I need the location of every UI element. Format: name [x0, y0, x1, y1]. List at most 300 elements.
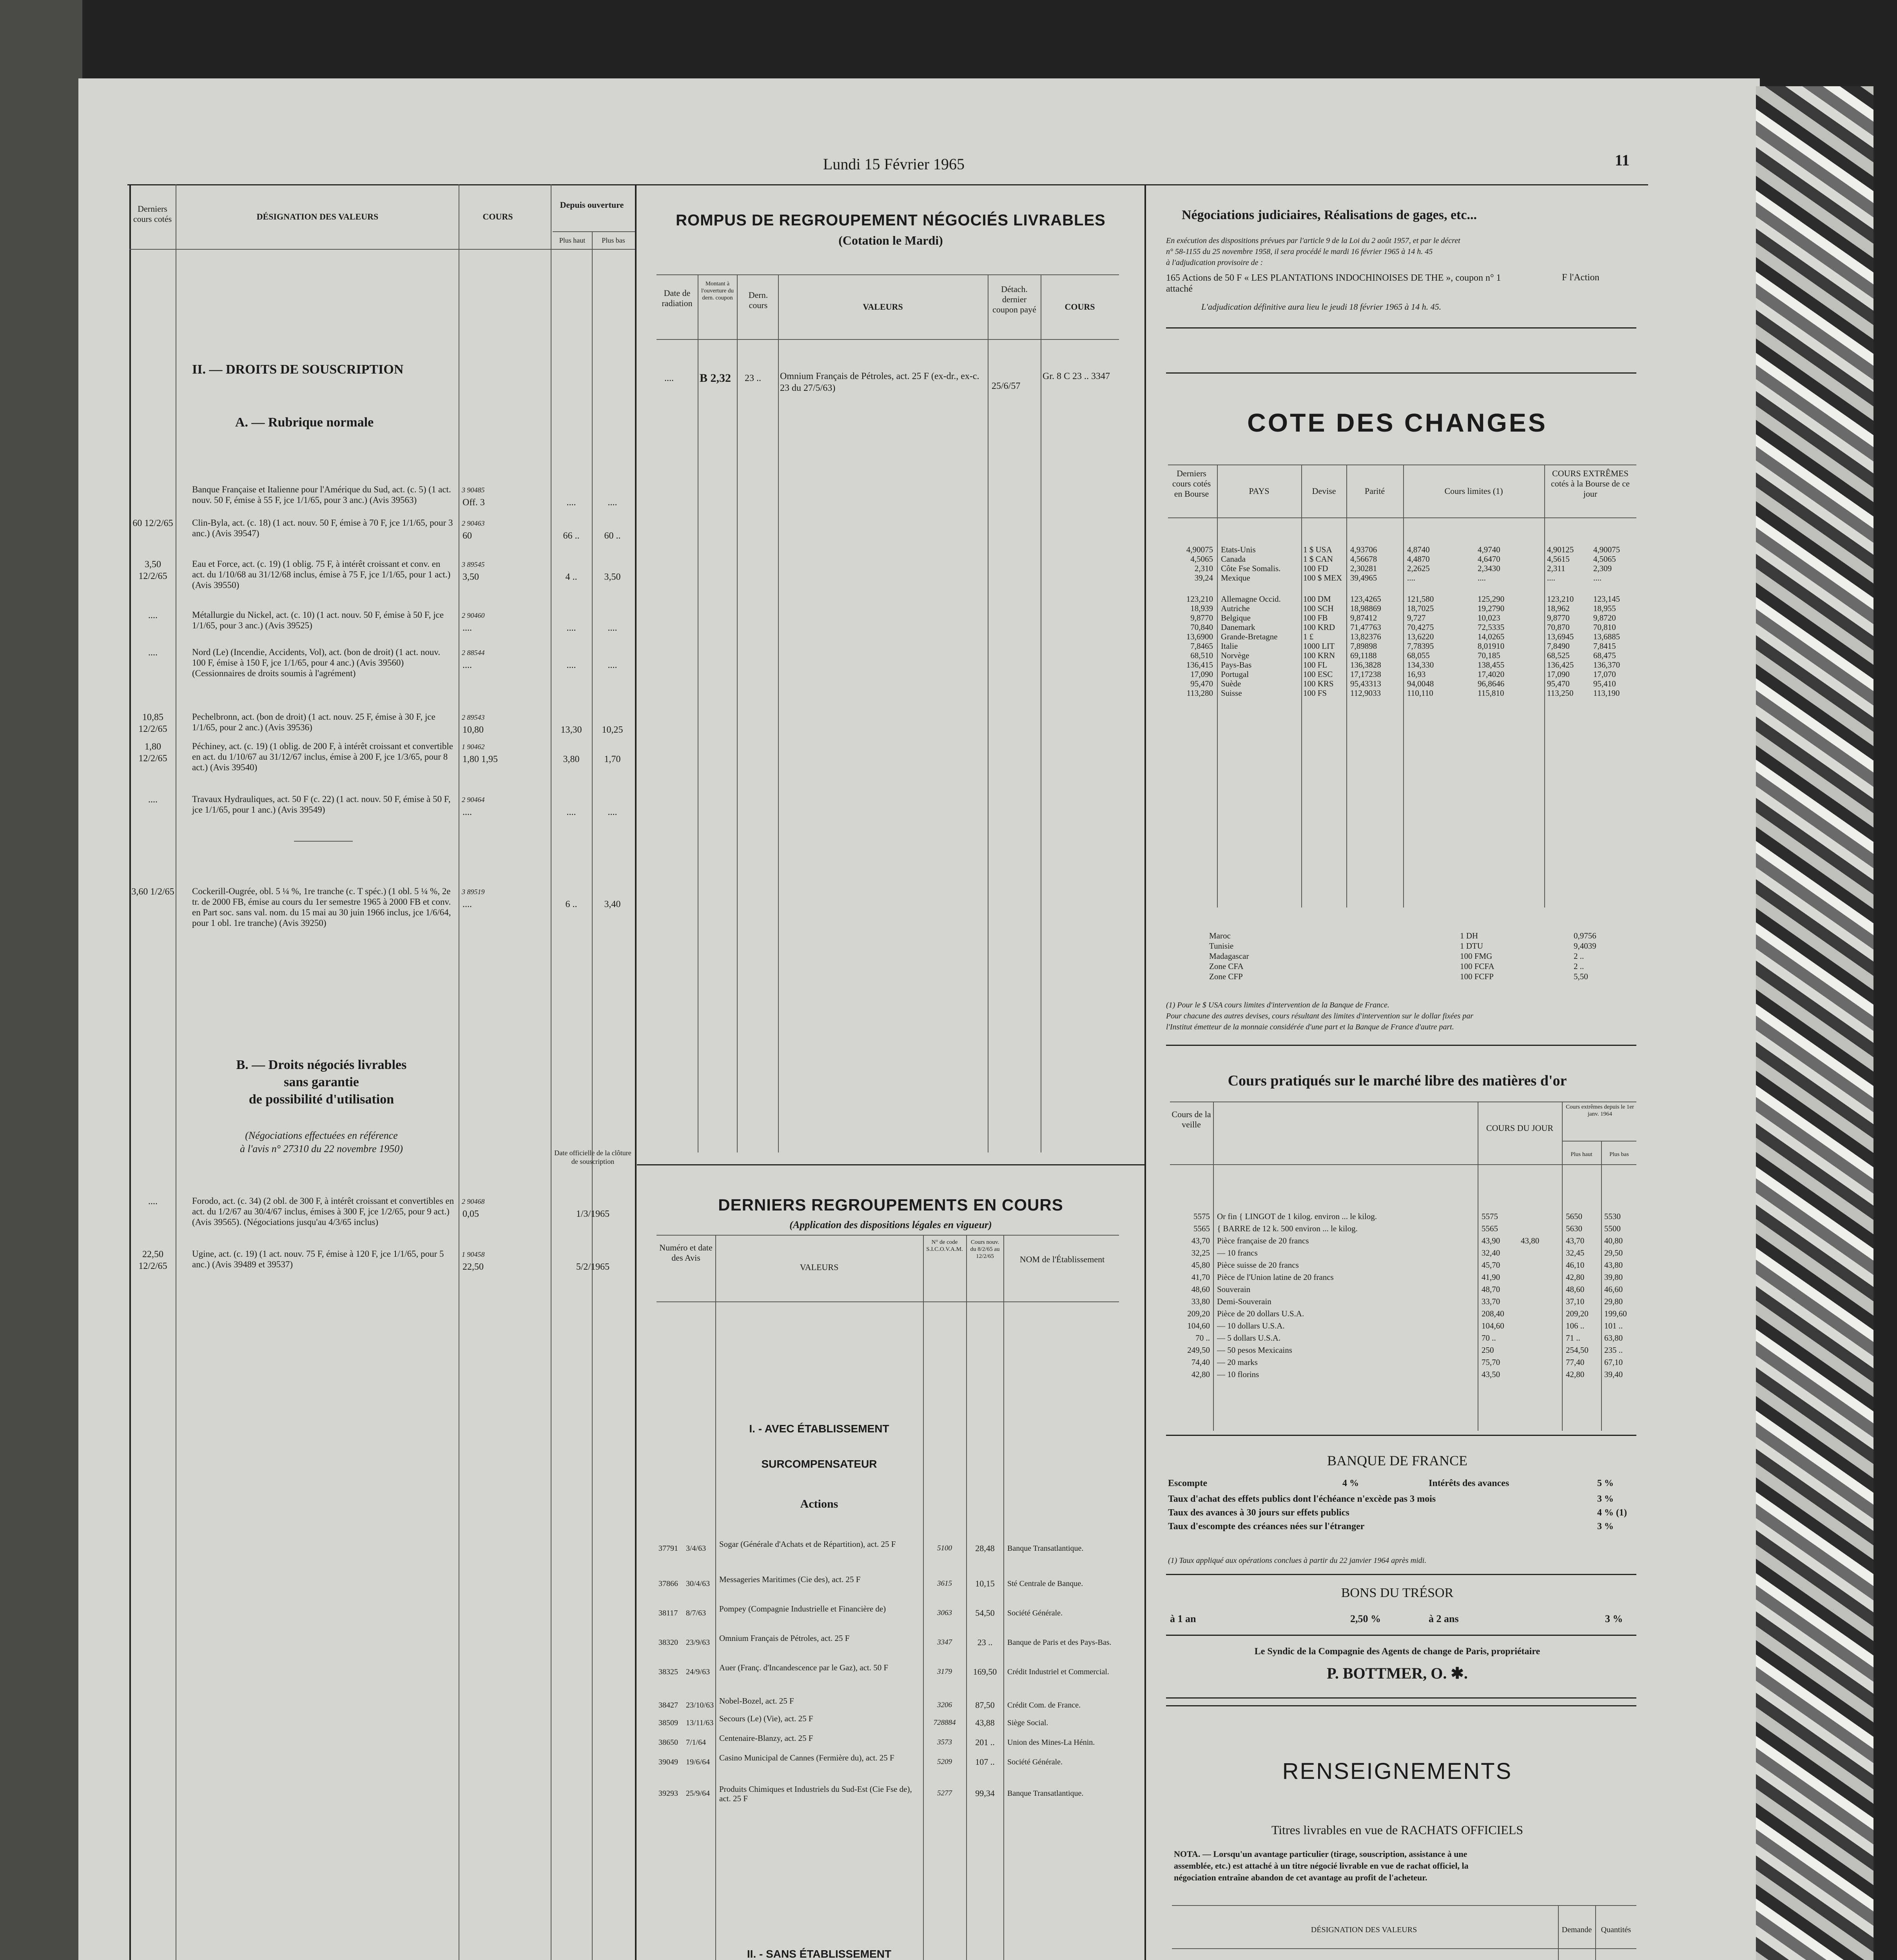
group1-date: 24/9/63: [686, 1668, 710, 1676]
changes-lim1: ....: [1407, 573, 1415, 583]
group1-etab: Crédit Industriel et Commercial.: [1007, 1668, 1109, 1676]
changes-ext1: 4,90125: [1547, 545, 1574, 554]
or-extremes-rule: [1562, 1141, 1636, 1142]
entry-a-codes: 2 90463: [462, 519, 485, 527]
rachats-head-quantites: Quantités: [1601, 1926, 1631, 1934]
changes-prev: 18,939: [1190, 604, 1213, 613]
group1-valeur: Secours (Le) (Vie), act. 25 F: [719, 1714, 813, 1723]
rompus-row-montant: B 2,32: [700, 372, 731, 385]
sub-title-b-line3: de possibilité d'utilisation: [248, 1092, 394, 1107]
group1-code: 5209: [937, 1758, 952, 1766]
group1-num: 39293: [658, 1789, 678, 1798]
changes-ext2: 95,410: [1593, 679, 1616, 688]
or-head-extremes: Cours extrêmes depuis le 1er janv. 1964: [1565, 1104, 1634, 1117]
changes-parite: 2,30281: [1350, 564, 1377, 573]
or-haut: 32,45: [1566, 1248, 1585, 1258]
depuis-rule: [553, 231, 635, 232]
changes-lim2: 8,01910: [1478, 641, 1505, 651]
or-haut: 46,10: [1566, 1260, 1585, 1270]
rachats-head-rule-bottom: [1172, 1948, 1636, 1949]
changes-lim2: 2,3430: [1478, 564, 1500, 573]
rachats-head-designation: DÉSIGNATION DES VALEURS: [1311, 1926, 1417, 1934]
entry-b-text: Ugine, act. (c. 19) (1 act. nouv. 75 F, émise à 120 F, jce 1/1/65, pour 5 anc.) (Avis 39489 et 39537): [192, 1249, 444, 1269]
derniers-vrule-2: [923, 1235, 924, 1960]
changes-other-devise: 100 FCFA: [1460, 962, 1494, 971]
entry-a-text: Travaux Hydrauliques, act. 50 F (c. 22) (1 act. nouv. 50 F, émise à 50 F, jce 1/1/65, pour 1 anc.) (Avis 39549): [192, 794, 451, 815]
changes-pays: Côte Fse Somalis.: [1221, 564, 1281, 573]
changes-ext2: 123,145: [1593, 594, 1620, 604]
entry-a-bas: 60 ..: [604, 531, 621, 541]
changes-other-parite: 2 ..: [1574, 951, 1584, 961]
changes-ext1: ....: [1547, 573, 1555, 583]
changes-note-1: (1) Pour le $ USA cours limites d'intervention de la Banque de France.: [1166, 1001, 1389, 1009]
changes-parite: 7,89898: [1350, 641, 1377, 651]
or-jour1: 208,40: [1482, 1309, 1504, 1318]
entry-a-codes: 3 89545: [462, 561, 485, 568]
entry-a-prev: 3,60 1/2/65: [131, 887, 174, 897]
group1-etab: Banque de Paris et des Pays-Bas.: [1007, 1638, 1112, 1647]
or-veille: 74,40: [1191, 1357, 1210, 1367]
book-edge: [0, 0, 82, 1960]
or-bas: 29,80: [1604, 1297, 1623, 1306]
changes-lim2: 17,4020: [1478, 670, 1505, 679]
bons-value-2: 3 %: [1605, 1613, 1623, 1624]
bons-rule-top: [1166, 1574, 1636, 1575]
changes-lim2: 19,2790: [1478, 604, 1505, 613]
entry-b-cours: 0,05: [462, 1209, 479, 1219]
changes-lim1: 18,7025: [1407, 604, 1434, 613]
changes-pays: Suisse: [1221, 688, 1242, 698]
entry-a-prev: 3,50 12/2/65: [138, 559, 167, 581]
changes-devise: 100 $ MEX: [1303, 573, 1342, 583]
or-haut: 42,80: [1566, 1272, 1585, 1282]
changes-lim1: 134,330: [1407, 660, 1434, 670]
bdf-label: Taux d'achat des effets publics dont l'échéance n'excède pas 3 mois: [1168, 1494, 1436, 1504]
entry-a-haut: 13,30: [560, 725, 582, 735]
changes-prev: 7,8465: [1190, 641, 1213, 651]
entry-b-date: 1/3/1965: [576, 1209, 610, 1219]
changes-vrule-2: [1301, 465, 1302, 907]
or-label: — 50 pesos Mexicains: [1217, 1345, 1292, 1355]
group1-code: 3573: [937, 1738, 952, 1746]
group1-num: 38320: [658, 1638, 678, 1647]
changes-head-devise: Devise: [1312, 486, 1336, 496]
changes-lim1: 68,055: [1407, 651, 1430, 660]
changes-devise: 100 ESC: [1303, 670, 1333, 679]
changes-prev: 113,280: [1186, 688, 1213, 698]
or-jour1: 45,70: [1482, 1260, 1500, 1270]
changes-head-rule-bottom: [1168, 517, 1636, 518]
group1-code: 3179: [937, 1668, 952, 1676]
changes-devise: 1000 LIT: [1303, 641, 1335, 651]
nota-line-3: négociation entraîne abandon de cet avantage au profit de l'acheteur.: [1174, 1873, 1427, 1882]
entry-a-bas: ....: [608, 807, 617, 817]
bdf-label: Taux des avances à 30 jours sur effets publics: [1168, 1508, 1349, 1518]
entry-b-prev: 22,50 12/2/65: [138, 1249, 167, 1271]
changes-prev: 95,470: [1190, 679, 1213, 688]
group1-num: 38325: [658, 1668, 678, 1676]
entry-a-haut: 3,80: [563, 754, 580, 764]
changes-vrule-5: [1544, 465, 1545, 907]
derniers-title: DERNIERS REGROUPEMENTS EN COURS: [718, 1196, 1063, 1214]
changes-devise: 100 KRN: [1303, 651, 1335, 660]
or-head-bas: Plus bas: [1609, 1151, 1629, 1158]
changes-lim1: 121,580: [1407, 594, 1434, 604]
marbled-page-edge: [1756, 86, 1873, 1960]
changes-parite: 71,47763: [1350, 622, 1381, 632]
changes-other-devise: 100 FCFP: [1460, 972, 1494, 981]
or-bas: 235 ..: [1604, 1345, 1623, 1355]
or-jour1: 43,90: [1482, 1236, 1500, 1245]
changes-ext1: 123,210: [1547, 594, 1574, 604]
group1-num: 39049: [658, 1758, 678, 1766]
syndic-rule-top: [1166, 1635, 1636, 1636]
changes-other-pays: Tunisie: [1209, 941, 1234, 951]
or-bas: 67,10: [1604, 1357, 1623, 1367]
rompus-head-dern: Dern. cours: [748, 290, 768, 310]
changes-ext2: ....: [1593, 573, 1601, 583]
or-vrule-1: [1213, 1102, 1214, 1431]
entry-a-text: Métallurgie du Nickel, act. (c. 10) (1 act. nouv. 50 F, émise à 50 F, jce 1/1/65, pour 3 anc.) (Avis 39525): [192, 610, 444, 630]
bdf-value2: 4 % (1): [1597, 1508, 1627, 1518]
or-label: Pièce suisse de 20 francs: [1217, 1260, 1299, 1270]
changes-prev: 123,210: [1186, 594, 1213, 604]
derniers-head-valeurs: VALEURS: [800, 1262, 839, 1272]
or-bas: 39,40: [1604, 1370, 1623, 1379]
changes-rule-2: [1166, 372, 1636, 374]
changes-lim2: 72,5335: [1478, 622, 1505, 632]
changes-ext2: 7,8415: [1593, 641, 1616, 651]
sub-b-note-line2: à l'avis n° 27310 du 22 novembre 1950): [240, 1143, 403, 1154]
changes-lim2: 115,810: [1478, 688, 1504, 698]
entry-a-codes: 2 90460: [462, 612, 485, 619]
group1-date: 25/9/64: [686, 1789, 710, 1798]
sub-b-note-line1: (Négociations effectuées en référence: [245, 1130, 398, 1141]
or-jour2: 43,80: [1521, 1236, 1540, 1245]
entry-a-haut: ....: [566, 807, 576, 817]
or-label: — 10 dollars U.S.A.: [1217, 1321, 1285, 1330]
changes-lim2: ....: [1478, 573, 1486, 583]
group1-valeur: Omnium Français de Pétroles, act. 25 F: [719, 1633, 850, 1643]
group1-code: 3347: [937, 1638, 952, 1646]
or-jour1: 33,70: [1482, 1297, 1500, 1306]
or-bas: 39,80: [1604, 1272, 1623, 1282]
changes-prev: 17,090: [1190, 670, 1213, 679]
neg-final: L'adjudication définitive aura lieu le jeudi 18 février 1965 à 14 h. 45.: [1201, 302, 1442, 312]
changes-pays: Suède: [1221, 679, 1241, 688]
entry-a-prev: 60 12/2/65: [132, 518, 173, 528]
entry-a-bas: 10,25: [602, 725, 623, 735]
bons-label-2: à 2 ans: [1429, 1613, 1459, 1624]
entry-a-bas: 3,40: [604, 899, 621, 909]
group1-title: [715, 1411, 923, 1482]
entry-a-cours: 10,80: [462, 725, 484, 735]
changes-lim2: 138,455: [1478, 660, 1505, 670]
bdf-rule-top: [1166, 1435, 1636, 1436]
changes-vrule-4: [1403, 465, 1404, 907]
derniers-rule: [637, 1164, 1144, 1165]
entry-a-text: Eau et Force, act. (c. 19) (1 oblig. 75 F, à intérêt croissant et conv. en act. du 1/10/68 au 31/12/68 inclus, émise à 75 F, jce 1/1/65, pour 1 act.) (Avis 39550): [192, 559, 451, 590]
page-number: 11: [1615, 151, 1630, 169]
entry-a-haut: ....: [566, 660, 576, 670]
entry-a-bas: 3,50: [604, 572, 621, 582]
group1-cours: 43,88: [975, 1718, 995, 1728]
bons-value-1: 2,50 %: [1350, 1613, 1381, 1624]
changes-other-parite: 2 ..: [1574, 962, 1584, 971]
changes-pays: Norvège: [1221, 651, 1250, 660]
changes-lim1: 7,78395: [1407, 641, 1434, 651]
bdf-label2: Intérêts des avances: [1429, 1478, 1509, 1488]
bottmer-line: P. BOTTMER, O. ✱.: [1327, 1664, 1468, 1682]
derniers-vrule-4: [1003, 1235, 1004, 1960]
rompus-head-valeurs: VALEURS: [863, 302, 903, 312]
entry-b-codes: 1 90458: [462, 1250, 485, 1258]
rompus-head-date: Date de radiation: [662, 288, 693, 308]
changes-prev: 9,8770: [1190, 613, 1213, 622]
group1-valeur: Sogar (Générale d'Achats et de Répartition), act. 25 F: [719, 1539, 896, 1549]
rompus-head-detach: Détach. dernier coupon payé: [992, 284, 1036, 314]
syndic-line: Le Syndic de la Compagnie des Agents de change de Paris, propriétaire: [1254, 1646, 1540, 1657]
col-head-date-cloture: Date officielle de la clôture de souscription: [554, 1149, 631, 1165]
group1-code: 5277: [937, 1789, 952, 1797]
group1-code: 3206: [937, 1701, 952, 1709]
bdf-label: Taux d'escompte des créances nées sur l'étranger: [1168, 1521, 1365, 1532]
rachats-vrule-2: [1595, 1905, 1596, 1960]
changes-ext1: 70,870: [1547, 622, 1570, 632]
or-veille: 48,60: [1191, 1285, 1210, 1294]
or-jour1: 75,70: [1482, 1357, 1500, 1367]
nota-text: [1174, 1848, 1636, 1884]
bdf-value2: 5 %: [1597, 1478, 1614, 1488]
changes-pays: Danemark: [1221, 622, 1255, 632]
changes-parite: 112,9033: [1350, 688, 1381, 698]
entry-a-bas: ....: [608, 660, 617, 670]
or-haut: 77,40: [1566, 1357, 1585, 1367]
changes-pays: Belgique: [1221, 613, 1251, 622]
changes-other-pays: Maroc: [1209, 931, 1231, 940]
or-label: — 10 francs: [1217, 1248, 1258, 1258]
or-rule-top: [1166, 1045, 1636, 1046]
changes-parite: 9,87412: [1350, 613, 1377, 622]
changes-lim2: 14,0265: [1478, 632, 1505, 641]
entry-b-cours: 22,50: [462, 1262, 484, 1272]
rompus-head-rule-bottom: [657, 339, 1119, 340]
changes-other-parite: 0,9756: [1574, 931, 1596, 940]
changes-title: COTE DES CHANGES: [1247, 408, 1547, 437]
col-head-plus-haut: Plus haut: [559, 236, 586, 244]
group2-title-line1: II. - SANS ÉTABLISSEMENT: [747, 1948, 892, 1960]
group1-etab: Siège Social.: [1007, 1719, 1048, 1727]
entry-a-codes: 2 89543: [462, 713, 485, 721]
changes-ext2: 4,5065: [1593, 554, 1616, 564]
entry-b-prev: ....: [148, 1196, 158, 1207]
group1-code: 728884: [933, 1719, 956, 1727]
bdf-note: (1) Taux appliqué aux opérations conclues à partir du 22 janvier 1964 après midi.: [1168, 1556, 1427, 1565]
group1-code: 3063: [937, 1609, 952, 1617]
changes-prev: 136,415: [1186, 660, 1213, 670]
changes-prev: 2,310: [1194, 564, 1213, 573]
group1-cours: 28,48: [975, 1543, 995, 1553]
group1-cours: 99,34: [975, 1788, 995, 1798]
changes-vrule-1: [1217, 465, 1218, 907]
neg-line-2: n° 58-1155 du 25 novembre 1958, il sera procédé le mardi 16 février 1965 à 14 h. 45: [1166, 247, 1433, 256]
sub-b-note: [184, 1129, 459, 1156]
or-jour1: 5565: [1482, 1224, 1498, 1233]
rompus-subtitle: (Cotation le Mardi): [838, 233, 943, 247]
or-bas: 63,80: [1604, 1333, 1623, 1343]
column-divider-2: [1144, 184, 1146, 1960]
entry-a-prev: ....: [148, 610, 158, 621]
group1-etab: Banque Transatlantique.: [1007, 1544, 1084, 1553]
derniers-head-nom: NOM de l'Établissement: [1019, 1254, 1105, 1264]
group1-date: 23/10/63: [686, 1701, 714, 1710]
changes-parite: 4,93706: [1350, 545, 1377, 554]
entry-a-cours: 3,50: [462, 572, 479, 582]
changes-ext2: 9,8720: [1593, 613, 1616, 622]
changes-lim1: 13,6220: [1407, 632, 1434, 641]
or-head-jour: COURS DU JOUR: [1486, 1123, 1554, 1133]
or-haut: 254,50: [1566, 1345, 1589, 1355]
changes-lim1: 4,8740: [1407, 545, 1430, 554]
changes-ext1: 17,090: [1547, 670, 1570, 679]
derniers-vrule-3: [966, 1235, 967, 1960]
group1-etab: Sté Centrale de Banque.: [1007, 1579, 1083, 1588]
or-haut: 43,70: [1566, 1236, 1585, 1245]
or-haut: 5650: [1566, 1212, 1582, 1221]
bdf-value2: 3 %: [1597, 1494, 1614, 1504]
group1-cours: 201 ..: [975, 1737, 995, 1747]
entry-a-cours: 60: [462, 531, 472, 541]
changes-parite: 4,56678: [1350, 554, 1377, 564]
rompus-row-date: ....: [664, 373, 674, 383]
rompus-head-montant: Montant à l'ouverture du dern. coupon: [701, 281, 734, 301]
or-title: Cours pratiqués sur le marché libre des matières d'or: [1228, 1073, 1567, 1089]
changes-devise: 100 FL: [1303, 660, 1328, 670]
rompus-row-cours: Gr. 8 C 23 .. 3347: [1043, 371, 1110, 381]
or-bas: 46,60: [1604, 1285, 1623, 1294]
derniers-subtitle: (Application des dispositions légales en vigueur): [789, 1219, 992, 1230]
or-veille: 43,70: [1191, 1236, 1210, 1245]
entry-a-cours: ....: [462, 623, 472, 633]
entry-a-prev: ....: [148, 648, 158, 658]
group1-cours: 169,50: [973, 1667, 997, 1677]
changes-lim2: 125,290: [1478, 594, 1505, 604]
entry-b-text: Forodo, act. (c. 34) (2 obl. de 300 F, à intérêt croissant et convertibles en act. du 1/2/67 au 30/4/67 inclus, émises à 300 F, jce 1/2/65, pour 9 act.) (Avis 39565). (Négociations jusqu'au 4/3/65 inclus): [192, 1196, 454, 1227]
nota-line-2: assemblée, etc.) est attaché à un titre négocié livrable en vue de rachat officiel, la: [1174, 1861, 1469, 1871]
changes-lim1: 70,4275: [1407, 622, 1434, 632]
sub-title-b-line2: sans garantie: [284, 1075, 359, 1089]
changes-ext2: 136,370: [1593, 660, 1620, 670]
changes-other-devise: 100 FMG: [1460, 951, 1493, 961]
entry-a-cours: 1,80 1,95: [462, 754, 498, 764]
or-haut: 106 ..: [1566, 1321, 1585, 1330]
group1-valeur: Messageries Maritimes (Cie des), act. 25 F: [719, 1575, 861, 1584]
changes-pays: Allemagne Occid.: [1221, 594, 1281, 604]
or-veille: 209,20: [1187, 1309, 1210, 1318]
rens-title: RENSEIGNEMENTS: [1282, 1759, 1513, 1784]
entry-a-codes: 3 89519: [462, 888, 485, 896]
group1-cours: 23 ..: [977, 1637, 993, 1647]
changes-pays: Etats-Unis: [1221, 545, 1256, 554]
nota-line-1: NOTA. — Lorsqu'un avantage particulier (tirage, souscription, assistance à une: [1174, 1849, 1467, 1859]
col-head-cours: COURS: [482, 212, 513, 221]
changes-devise: 100 KRS: [1303, 679, 1334, 688]
group1-num: 37866: [658, 1579, 678, 1588]
changes-ext1: 18,962: [1547, 604, 1570, 613]
changes-ext2: 2,309: [1593, 564, 1612, 573]
rompus-vrule-2: [737, 274, 738, 1152]
changes-parite: 13,82376: [1350, 632, 1381, 641]
group1-valeur: Auer (Franç. d'Incandescence par le Gaz), act. 50 F: [719, 1663, 889, 1672]
derniers-head-rule-bottom: [657, 1301, 1119, 1302]
changes-lim1: 4,4870: [1407, 554, 1430, 564]
or-haut: 37,10: [1566, 1297, 1585, 1306]
changes-other-pays: Zone CFA: [1209, 962, 1244, 971]
changes-note-3: l'Institut émetteur de la monnaie considérée d'une part et la Banque de France d'autre part.: [1166, 1023, 1454, 1031]
or-label: { BARRE de 12 k. 500 environ ... le kilog.: [1217, 1224, 1358, 1233]
changes-ext2: 13,6885: [1593, 632, 1620, 641]
entry-a-haut: 66 ..: [563, 531, 580, 541]
entry-a-prev: 10,85 12/2/65: [138, 712, 167, 734]
entry-a-text: Pechelbronn, act. (bon de droit) (1 act. nouv. 25 F, émise à 30 F, jce 1/1/65, pour 2 anc.) (Avis 39536): [192, 712, 435, 732]
entry-a-text: Clin-Byla, act. (c. 18) (1 act. nouv. 50 F, émise à 70 F, jce 1/1/65, pour 3 anc.) (Avis 39547): [192, 518, 453, 538]
col-head-depuis: Depuis ouverture: [560, 200, 624, 210]
entry-a-haut: ....: [566, 623, 576, 633]
changes-ext2: 113,190: [1593, 688, 1620, 698]
entry-a-text: Nord (Le) (Incendie, Accidents, Vol), act. (bon de droit) (1 act. nouv. 100 F, émise à 150 F, jce 1/1/65, pour 4 anc.) (Avis 39560) (Cessionnaires de droits soumis à l'agrément): [192, 647, 441, 678]
changes-devise: 100 DM: [1303, 594, 1331, 604]
changes-ext1: 136,425: [1547, 660, 1574, 670]
rompus-row-dern: 23 ..: [745, 373, 761, 383]
or-jour1: 250: [1482, 1345, 1494, 1355]
or-vrule-4: [1601, 1141, 1602, 1431]
group1-etab: Société Générale.: [1007, 1609, 1063, 1617]
or-head-veille: Cours de la veille: [1172, 1109, 1211, 1129]
or-head-rule-bottom: [1170, 1164, 1636, 1165]
entry-a-text: Cockerill-Ougrée, obl. 5 ¼ %, 1re tranche (c. T spéc.) (1 obl. 5 ¼ %, 2e tr. de 2000 FB, émise au cours du 1er semestre 1965 à 2000 FB et conv. en Part soc. sans val. nom. du 15 mai au 30 juin 1966 inclus, jce 1/6/64, pour 1 obl. 1re tranche) (Avis 39250): [192, 886, 451, 928]
changes-pays: Canada: [1221, 554, 1246, 564]
neg-line-3: à l'adjudication provisoire de :: [1166, 258, 1263, 267]
entry-a-text: Banque Française et Italienne pour l'Amérique du Sud, act. (c. 5) (1 act. nouv. 50 F, émise à 55 F, jce 1/1/65, pour 3 anc.) (Avis 39563): [192, 485, 451, 505]
or-haut: 5630: [1566, 1224, 1582, 1233]
entry-a-haut: 4 ..: [565, 572, 577, 582]
entry-a-prev: ....: [148, 795, 158, 805]
entry-a-prev: 1,80 12/2/65: [138, 742, 167, 764]
changes-ext1: 9,8770: [1547, 613, 1570, 622]
entry-b-date: 5/2/1965: [576, 1262, 610, 1272]
entry-a-bas: ....: [608, 623, 617, 633]
group1-etab: Société Générale.: [1007, 1758, 1063, 1766]
or-veille: 33,80: [1191, 1297, 1210, 1306]
rompus-vrule-3: [778, 274, 779, 1152]
changes-pays: Grande-Bretagne: [1221, 632, 1278, 641]
or-bas: 43,80: [1604, 1260, 1623, 1270]
derniers-head-cours: Cours nouv. du 8/2/65 au 12/2/65: [970, 1239, 1000, 1259]
or-bas: 40,80: [1604, 1236, 1623, 1245]
changes-devise: 100 FD: [1303, 564, 1328, 573]
entry-a-haut: ....: [566, 497, 576, 508]
vrule-haut: [592, 231, 593, 1960]
col-head-designation: DÉSIGNATION DES VALEURS: [256, 212, 379, 221]
changes-prev: 68,510: [1190, 651, 1213, 660]
changes-pays: Portugal: [1221, 670, 1249, 679]
or-veille: 42,80: [1191, 1370, 1210, 1379]
changes-prev: 39,24: [1194, 573, 1213, 583]
changes-ext1: 7,8490: [1547, 641, 1570, 651]
changes-other-pays: Madagascar: [1209, 951, 1249, 961]
group1-code: 3615: [937, 1579, 952, 1588]
rompus-head-cours: COURS: [1065, 302, 1095, 312]
